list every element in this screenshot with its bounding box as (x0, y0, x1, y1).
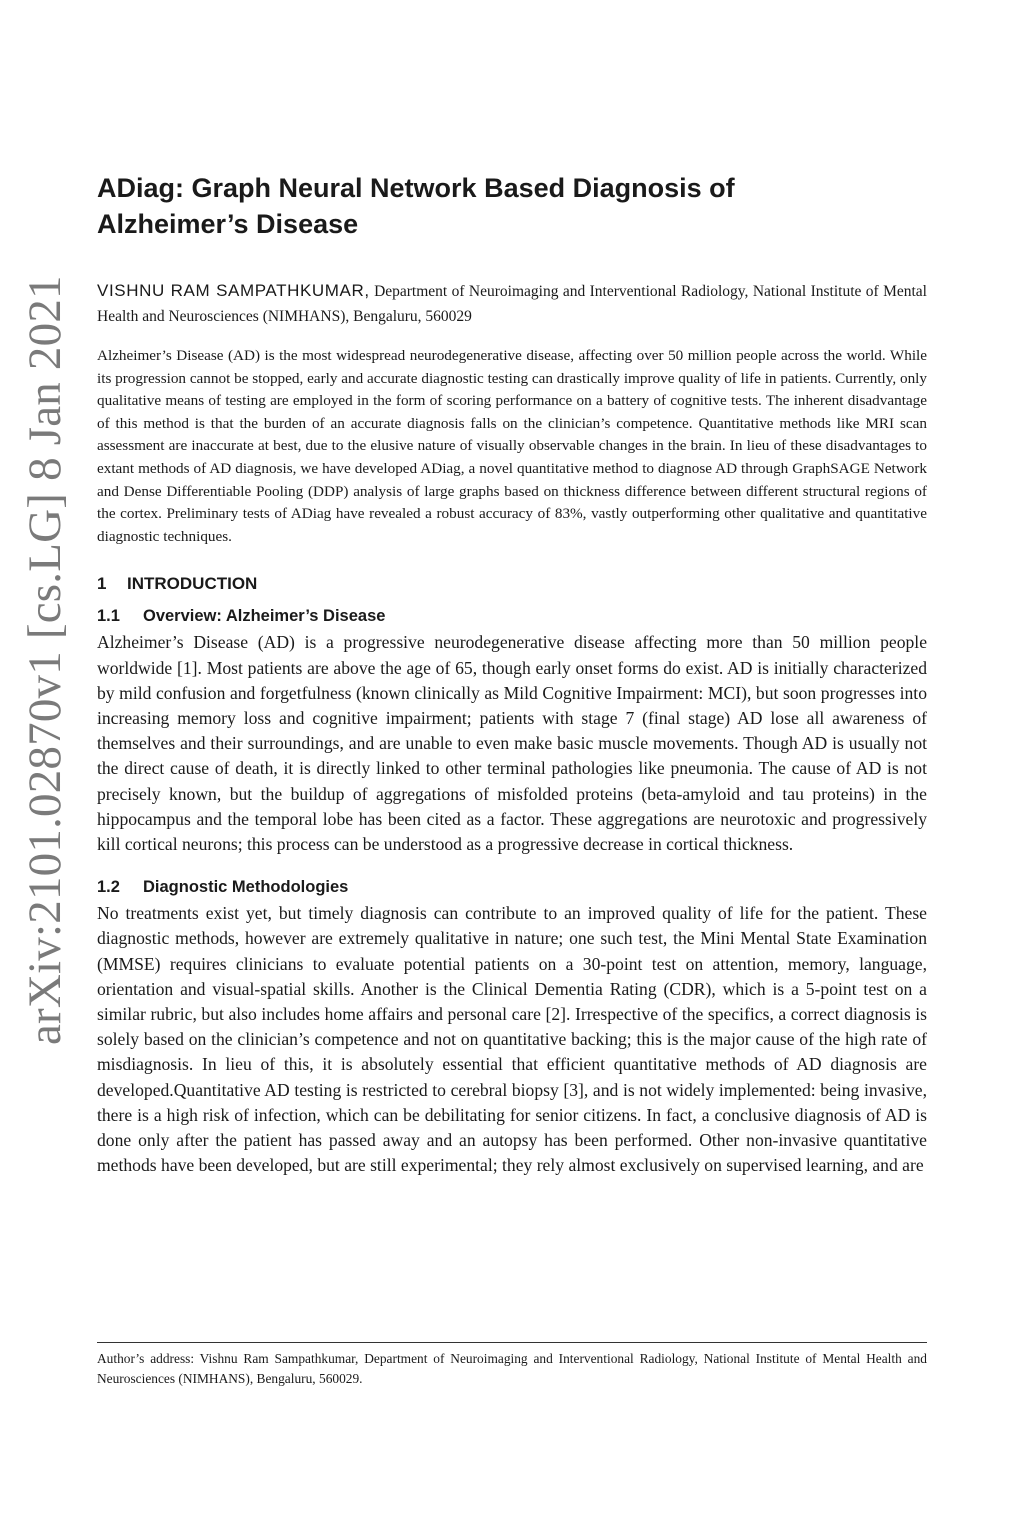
section-title: INTRODUCTION (127, 574, 258, 594)
subsection-title: Overview: Alzheimer’s Disease (143, 607, 386, 626)
footnote-divider (97, 1342, 927, 1343)
paper-title: ADiag: Graph Neural Network Based Diagnosis of Alzheimer’s Disease (97, 173, 735, 239)
section-number: 1 (97, 574, 107, 594)
paper-page (97, 170, 927, 1178)
author-block (97, 278, 927, 329)
author-affiliation: Department of Neuroimaging and Interventional Radiology, National Institute of Mental Health and Neurosciences (NIMHANS), Bengaluru, 560029 (97, 283, 927, 325)
subsection-heading-diagnostic-methodologies (97, 875, 927, 899)
diagnostic-methodologies-paragraph: No treatments exist yet, but timely diagnosis can contribute to an improved quality of life for the patient. These diagnostic methods, however are extremely qualitative in nature; one such test, the Mini Mental State Examination (MMSE) requires clinicians to evaluate potential patients on a 30-point test on attention, memory, language, orientation and visual-spatial skills. Another is the Clinical Dementia Rating (CDR), which is a 5-point test on a similar rubric, but also includes home affairs and personal care [2]. Irrespective of the specifics, a correct diagnosis is solely based on the clinician’s competence and not on quantitative backing; this is the major cause of the high rate of misdiagnosis. In lieu of this, it is absolutely essential that efficient quantitative methods of AD diagnosis are developed.Quantitative AD testing is restricted to cerebral biopsy [3], and is not widely implemented: being invasive, there is a high risk of infection, which can be debilitating for senior citizens. In fact, a conclusive diagnosis of AD is done only after the patient has passed away and an autopsy has been performed. Other non-invasive quantitative methods have been developed, but are still experimental; they rely almost exclusively on supervised learning, and are (97, 903, 927, 1176)
arxiv-identifier-stamp: arXiv:2101.02870v1 [cs.LG] 8 Jan 2021 (19, 275, 71, 1045)
subsection-heading-overview (97, 604, 927, 628)
subsection-number: 1.2 (97, 878, 120, 897)
subsection-title: Diagnostic Methodologies (143, 878, 349, 897)
author-address-footnote: Author’s address: Vishnu Ram Sampathkumar, Department of Neuroimaging and Interventional Radiology, National Institute of Mental Health and Neurosciences (NIMHANS), Bengaluru, 560029. (97, 1351, 927, 1386)
author-name: VISHNU RAM SAMPATHKUMAR, (97, 281, 370, 300)
subsection-number: 1.1 (97, 607, 120, 626)
overview-paragraph: Alzheimer’s Disease (AD) is a progressive neurodegenerative disease affecting more than 50 million people worldwide [1]. Most patients are above the age of 65, though early onset forms do exist. AD is initially characterized by mild confusion and forgetfulness (known clinically as Mild Cognitive Impairment: MCI), but soon progresses into increasing memory loss and cognitive impairment; patients with stage 7 (final stage) AD lose all awareness of themselves and their surroundings, and are unable to even make basic muscle movements. Though AD is usually not the direct cause of death, it is directly linked to other terminal pathologies like pneumonia. The cause of AD is not precisely known, but the buildup of aggregations of misfolded proteins (beta-amyloid and tau proteins) in the hippocampus and the temporal lobe has been cited as a factor. These aggregations are neurotoxic and progressively kill cortical neurons; this process can be understood as a progressive decrease in cortical thickness. (97, 632, 927, 854)
abstract: Alzheimer’s Disease (AD) is the most widespread neurodegenerative disease, affecting over 50 million people across the world. While its progression cannot be stopped, early and accurate diagnostic testing can drastically improve quality of life in patients. Currently, only qualitative means of testing are employed in the form of scoring performance on a battery of cognitive tests. The inherent disadvantage of this method is that the burden of an accurate diagnosis falls on the clinician’s competence. Quantitative methods like MRI scan assessment are inaccurate at best, due to the elusive nature of visually observable changes in the brain. In lieu of these disadvantages to extant methods of AD diagnosis, we have developed ADiag, a novel quantitative method to diagnose AD through GraphSAGE Network and Dense Differentiable Pooling (DDP) analysis of large graphs based on thickness difference between different structural regions of the cortex. Preliminary tests of ADiag have revealed a robust accuracy of 83%, vastly outperforming other qualitative and quantitative diagnostic techniques. (97, 347, 927, 545)
section-heading-introduction (97, 572, 927, 596)
